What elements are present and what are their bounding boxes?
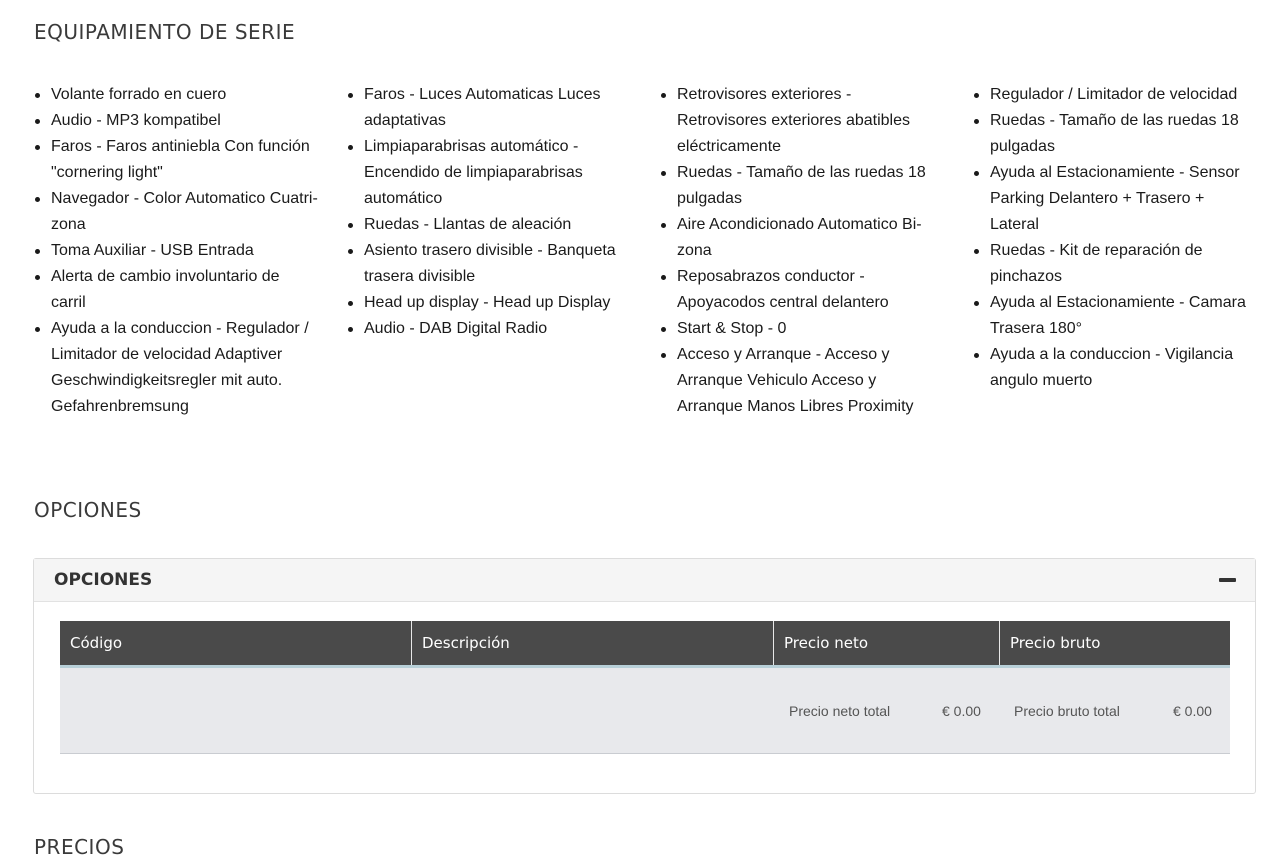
equipment-item: Ruedas - Llantas de aleación [346, 212, 631, 238]
equipment-item: Toma Auxiliar - USB Entrada [33, 238, 318, 264]
net-total-label: Precio neto total [789, 703, 891, 719]
equipment-column-4 [972, 82, 1257, 394]
equipment-item: Ruedas - Tamaño de las ruedas 18 pulgadas [972, 108, 1257, 160]
equipment-item: Ruedas - Tamaño de las ruedas 18 pulgadas [659, 160, 944, 212]
options-panel [33, 558, 1256, 794]
options-table-header [60, 621, 1230, 668]
column-header-precio-bruto[interactable]: Precio bruto [1010, 634, 1101, 652]
equipment-item: Aire Acondicionado Automatico Bi-zona [659, 212, 944, 264]
column-header-precio-neto[interactable]: Precio neto [774, 621, 1000, 665]
equipment-item: Audio - DAB Digital Radio [346, 316, 631, 342]
equipment-item: Volante forrado en cuero [33, 82, 318, 108]
equipment-item: Acceso y Arranque - Acceso y Arranque Vehiculo Acceso y Arranque Manos Libres Proximity [659, 342, 944, 420]
equipment-item: Navegador - Color Automatico Cuatri-zona [33, 186, 318, 238]
minus-icon[interactable] [1219, 571, 1237, 589]
gross-total-label: Precio bruto total [1014, 703, 1120, 719]
precios-title: PRECIOS [34, 835, 125, 859]
equipment-item: Faros - Luces Automaticas Luces adaptativas [346, 82, 631, 134]
equipment-item: Head up display - Head up Display [346, 290, 631, 316]
equipment-item: Ruedas - Kit de reparación de pinchazos [972, 238, 1257, 290]
equipment-item: Regulador / Limitador de velocidad [972, 82, 1257, 108]
equipment-item: Ayuda al Estacionamiente - Camara Trasera 180° [972, 290, 1257, 342]
equipment-item: Audio - MP3 kompatibel [33, 108, 318, 134]
equipment-column-1 [33, 82, 318, 420]
equipment-item: Ayuda al Estacionamiente - Sensor Parking Delantero + Trasero + Lateral [972, 160, 1257, 238]
equipment-item: Ayuda a la conduccion - Vigilancia angulo muerto [972, 342, 1257, 394]
equipment-item: Asiento trasero divisible - Banqueta trasera divisible [346, 238, 631, 290]
equipment-item: Faros - Faros antiniebla Con función "cornering light" [33, 134, 318, 186]
equipment-item: Ayuda a la conduccion - Regulador / Limitador de velocidad Adaptiver Geschwindigkeitsregler mit auto. Gefahrenbremsung [33, 316, 318, 420]
net-total-value: € 0.00 [942, 703, 981, 719]
column-header-descripcion[interactable]: Descripción [412, 621, 774, 665]
options-table [60, 621, 1230, 754]
equipment-item: Start & Stop - 0 [659, 316, 944, 342]
equipment-item: Reposabrazos conductor - Apoyacodos central delantero [659, 264, 944, 316]
equipment-item: Limpiaparabrisas automático - Encendido de limpiaparabrisas automático [346, 134, 631, 212]
gross-total-value: € 0.00 [1173, 703, 1212, 719]
equipment-column-2 [346, 82, 631, 342]
equipment-column-3 [659, 82, 944, 420]
options-table-totals [60, 668, 1230, 754]
equipment-item: Alerta de cambio involuntario de carril [33, 264, 318, 316]
column-header-codigo[interactable]: Código [60, 621, 412, 665]
equipamiento-title: EQUIPAMIENTO DE SERIE [34, 20, 296, 44]
equipment-item: Retrovisores exteriores - Retrovisores exteriores abatibles eléctricamente [659, 82, 944, 160]
options-panel-header[interactable] [34, 559, 1255, 602]
opciones-title: OPCIONES [34, 498, 142, 522]
options-panel-title: OPCIONES [54, 570, 153, 590]
